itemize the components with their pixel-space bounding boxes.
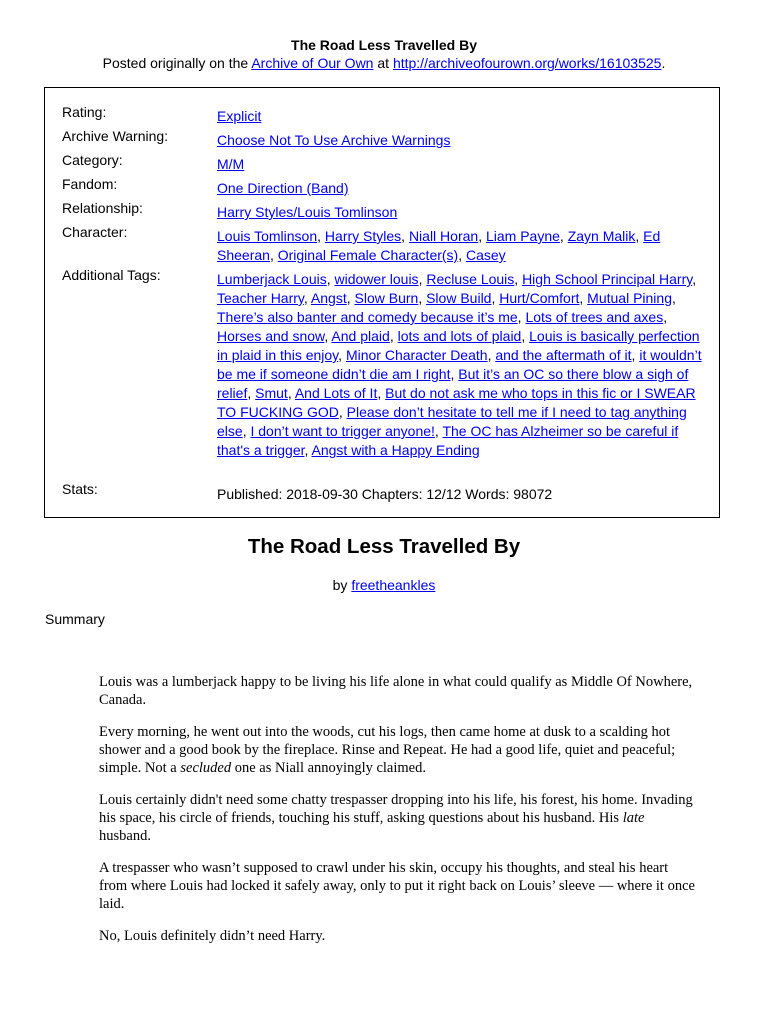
character-link[interactable]: Liam Payne <box>485 228 560 244</box>
relationship-label: Relationship: <box>62 200 143 216</box>
summary-emphasis: late <box>622 810 645 826</box>
tag-link[interactable]: Horses and snow <box>217 328 325 344</box>
posted-at: at <box>373 55 393 71</box>
posted-line <box>0 54 768 72</box>
summary-heading: Summary <box>45 611 105 627</box>
summary-text-run: husband. <box>99 828 151 844</box>
stats-label: Stats: <box>62 481 98 497</box>
summary-paragraph: No, Louis definitely didn’t need Harry. <box>99 928 326 944</box>
character-link[interactable]: Niall Horan <box>408 228 479 244</box>
tag-link[interactable]: Teacher Harry <box>217 290 304 306</box>
category-value <box>217 155 713 174</box>
summary-text-run: one as Niall annoyingly claimed. <box>231 760 426 776</box>
summary-text <box>99 673 699 959</box>
category-label: Category: <box>62 152 123 168</box>
character-link[interactable]: Zayn Malik <box>567 228 636 244</box>
fandom-value <box>217 179 713 198</box>
summary-paragraph <box>99 723 699 777</box>
relationship-link[interactable]: Harry Styles/Louis Tomlinson <box>217 204 398 220</box>
character-link[interactable]: Harry Styles <box>324 228 402 244</box>
tag-link[interactable]: But do not ask me who tops in this fic or I SWEAR TO FUCKING GOD <box>217 385 696 420</box>
tag-link[interactable]: But it’s an OC so there blow a sigh of relief <box>217 366 689 401</box>
archive-link[interactable]: Archive of Our Own <box>251 55 374 71</box>
tag-link[interactable]: Hurt/Comfort <box>499 290 580 306</box>
warning-label: Archive Warning: <box>62 128 169 144</box>
warning-link[interactable]: Choose Not To Use Archive Warnings <box>217 132 451 148</box>
summary-paragraph: Louis was a lumberjack happy to be living his life alone in what could qualify as Middle Of Nowhere, Canada. <box>99 674 693 708</box>
work-title: The Road Less Travelled By <box>247 535 521 558</box>
stats-value: Published: 2018-09-30 Chapters: 12/12 Words: 98072 <box>217 486 553 502</box>
tag-link[interactable]: Louis is basically perfection in plaid in this enjoy <box>217 328 700 363</box>
tag-list: Lumberjack Louis, widower louis, Recluse Louis, High School Principal Harry, Teacher Harry, Angst, Slow Burn, Slow Build, Hurt/Comfort, Mutual Pining, There’s also banter and comedy because it’s me, Lots of trees and axes, Horses and snow, And plaid, lots and lots of plaid, Louis is basically perfection in plaid in this enjoy, Minor Character Death, and the aftermath of it, it wouldn’t be me if someone didn’t die am I right, But it’s an OC so there blow a sigh of relief, Smut, And Lots of It, But do not ask me who tops in this fic or I SWEAR TO FUCKING GOD, Please don’t hesitate to tell me if I need to tag anything else, I don’t want to trigger anyone!, The OC has Alzheimer so be careful if that's a trigger, Angst with a Happy Ending <box>217 271 702 458</box>
tag-link[interactable]: And plaid <box>331 328 390 344</box>
tag-link[interactable]: Lumberjack Louis <box>217 271 327 287</box>
character-link[interactable]: Louis Tomlinson <box>217 228 318 244</box>
tag-link[interactable]: Angst with a Happy Ending <box>311 442 480 458</box>
summary-text-run: Louis certainly didn't need some chatty trespasser dropping into his life, his forest, his home. Invading his space, his circle of friends, touching his stuff, asking questions about his husband. His <box>99 792 693 826</box>
summary-text-run: Every morning, he went out into the woods, cut his logs, then came home at dusk to a scalding hot shower and a good book by the fireplace. Rinse and Repeat. He had a good life, quiet and peaceful; simple. Not a <box>99 724 676 776</box>
tag-link[interactable]: Recluse Louis <box>426 271 515 287</box>
tag-link[interactable]: lots and lots of plaid <box>397 328 522 344</box>
tag-link[interactable]: and the aftermath of it <box>495 347 632 363</box>
posted-period: . <box>661 55 666 71</box>
tag-link[interactable]: Slow Burn <box>354 290 419 306</box>
tags-label: Additional Tags: <box>62 267 161 283</box>
character-list: Louis Tomlinson, Harry Styles, Niall Horan, Liam Payne, Zayn Malik, Ed Sheeran, Original Female Character(s), Casey <box>217 228 661 263</box>
byline-by: by <box>332 577 352 593</box>
fandom-label: Fandom: <box>62 176 118 192</box>
summary-paragraph: A trespasser who wasn’t supposed to crawl under his skin, occupy his thoughts, and steal his heart from where Louis had locked it safely away, only to put it right back on Louis’ sleeve — where it once laid. <box>99 860 695 912</box>
tag-link[interactable]: High School Principal Harry <box>522 271 693 287</box>
tag-link[interactable]: Lots of trees and axes <box>525 309 664 325</box>
byline <box>0 577 768 593</box>
tag-link[interactable]: I don’t want to trigger anyone! <box>250 423 435 439</box>
document-header <box>0 36 768 72</box>
summary-emphasis: secluded <box>180 760 232 776</box>
character-link[interactable]: Casey <box>466 247 506 263</box>
author-link[interactable]: freetheankles <box>351 577 436 593</box>
character-link[interactable]: Original Female Character(s) <box>277 247 459 263</box>
character-label: Character: <box>62 224 128 240</box>
tag-link[interactable]: Mutual Pining <box>587 290 672 306</box>
rating-label: Rating: <box>62 104 107 120</box>
rating-value <box>217 107 713 126</box>
character-link[interactable]: Ed Sheeran <box>217 228 661 263</box>
tag-link[interactable]: Please don’t hesitate to tell me if I need to tag anything else <box>217 404 687 439</box>
tag-link[interactable]: Slow Build <box>426 290 492 306</box>
posted-prefix: Posted originally on the <box>102 55 252 71</box>
tag-link[interactable]: Angst <box>310 290 347 306</box>
tag-link[interactable]: widower louis <box>334 271 419 287</box>
tag-link[interactable]: Smut <box>255 385 288 401</box>
summary-paragraph <box>99 791 699 845</box>
category-link[interactable]: M/M <box>217 156 245 172</box>
rating-link[interactable]: Explicit <box>217 108 262 124</box>
tag-link[interactable]: Minor Character Death <box>345 347 488 363</box>
metadata-box <box>44 87 720 518</box>
tag-link[interactable]: There’s also banter and comedy because it’s me <box>217 309 518 325</box>
header-title: The Road Less Travelled By <box>291 37 477 53</box>
tag-link[interactable]: The OC has Alzheimer so be careful if that's a trigger <box>217 423 679 458</box>
relationship-value <box>217 203 713 222</box>
warning-value <box>217 131 713 150</box>
fandom-link[interactable]: One Direction (Band) <box>217 180 349 196</box>
tag-link[interactable]: it wouldn’t be me if someone didn’t die am I right <box>217 347 702 382</box>
work-url-link[interactable]: http://archiveofourown.org/works/16103525 <box>392 55 662 71</box>
tag-link[interactable]: And Lots of It <box>294 385 378 401</box>
